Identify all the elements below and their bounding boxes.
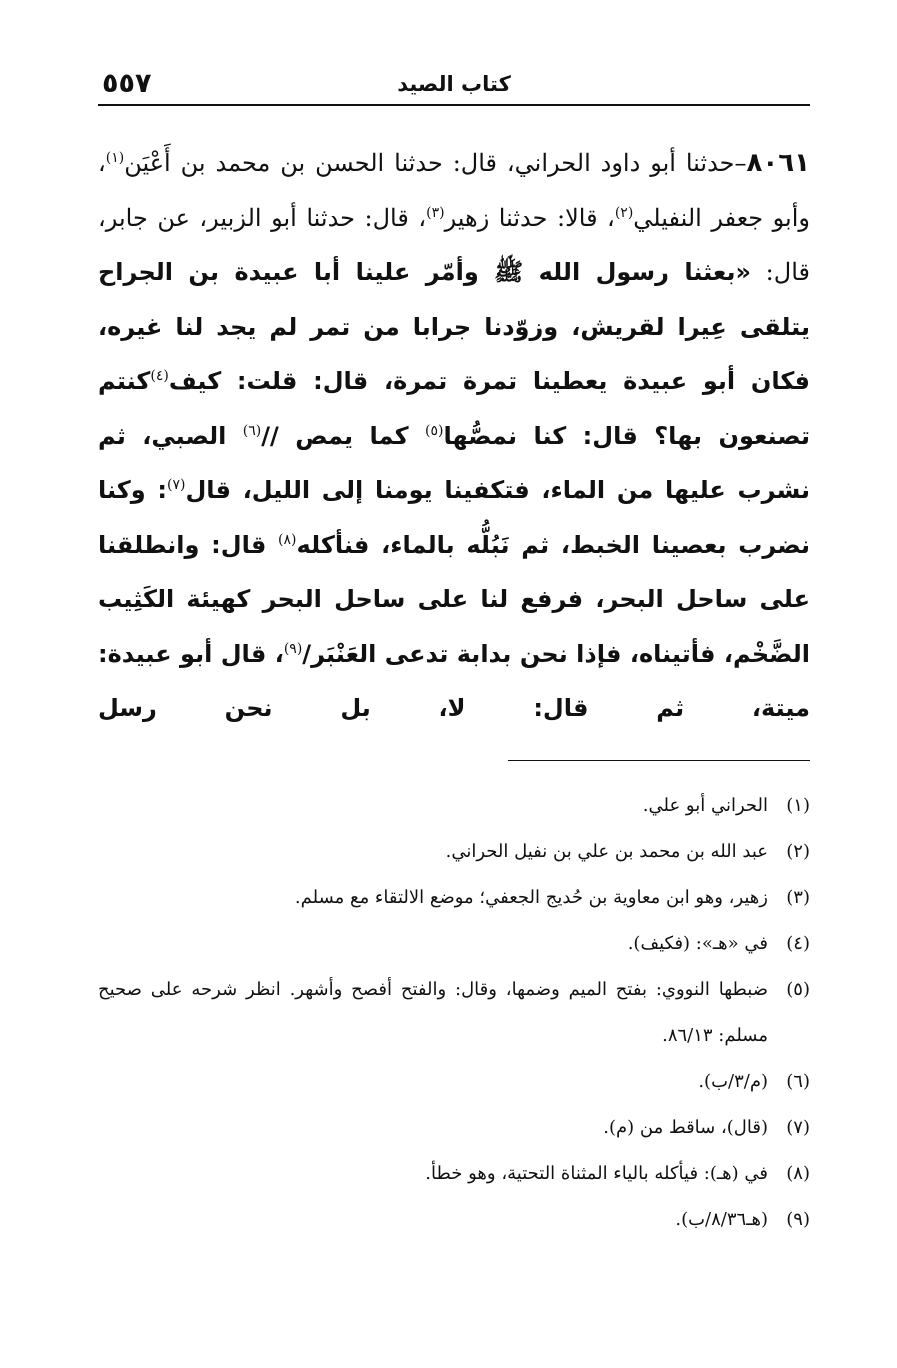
isnad-part-1: –حدثنا أبو داود الحراني، قال: حدثنا الحسن بن محمد بن أَعْيَن	[124, 149, 747, 177]
matn-part-4: الصبي، ثم نشرب عليها من الماء، فتكفينا يومنا إلى الليل، قال	[98, 421, 811, 504]
footnote-text: (هـ٨/٣٦/ب).	[675, 1208, 768, 1230]
footnote-text: زهير، وهو ابن معاوية بن حُديج الجعفي؛ موضع الالتقاء مع مسلم.	[294, 886, 768, 908]
footnote-ref-4[interactable]: (٤)	[150, 368, 169, 384]
matn-part-1: «بعثنا رسول الله ﷺ وأمّر علينا أبا عبيدة بن الجراح يتلقى عِيرا لقريش، وزوّدنا جرابا من تمر لم يجد لنا غيره، فكان أبو عبيدة يعطينا تمرة تمرة، قال: قلت: كيف	[98, 258, 810, 395]
footnote-number: (٥)	[786, 978, 810, 1000]
footnote-ref-1[interactable]: (١)	[105, 150, 125, 166]
footnote-number: (٤)	[786, 932, 810, 954]
footnote-text: في «هـ»: (فكيف).	[627, 932, 768, 954]
footnote-number: (٣)	[786, 886, 810, 908]
footnote-text: في (هـ): فيأكله بالياء المثناة التحتية، وهو خطأ.	[425, 1162, 768, 1184]
footnote-text: (م/٣/ب).	[698, 1070, 768, 1092]
footnote-number: (٩)	[786, 1208, 810, 1230]
footnote-text: ضبطها النووي: بفتح الميم وضمها، وقال: والفتح أفصح وأشهر. انظر شرحه على صحيح مسلم: ٨٦/١٣.	[98, 978, 768, 1046]
footnote-8	[98, 1151, 810, 1197]
footnotes	[98, 783, 810, 1243]
chapter-title: كتاب الصيد	[397, 72, 511, 96]
matn-part-2: كنتم تصنعون بها؟ قال: كنا نمصُّها	[98, 367, 811, 450]
footnote-number: (٢)	[786, 840, 810, 862]
footnote-ref-3[interactable]: (٣)	[426, 204, 445, 221]
book-page	[98, 62, 810, 1322]
matn-part-5: : وكنا نضرب بعصينا الخبط، ثم نَبُلُّه بالماء، فنأكله	[98, 476, 810, 559]
isnad-part-3: ، قالا: حدثنا زهير	[444, 203, 615, 232]
footnote-ref-2[interactable]: (٢)	[614, 204, 634, 221]
footnote-ref-5[interactable]: (٥)	[424, 422, 444, 439]
matn-part-3: كما يمص //	[261, 421, 425, 450]
footnote-number: (٦)	[786, 1070, 810, 1092]
running-header	[98, 62, 810, 106]
matn-part-6: قال: وانطلقنا على ساحل البحر، فرفع لنا على ساحل البحر كهيئة الكَثِيب الضَّخْم، فأتيناه، فإذا نحن بدابة تدعى العَنْبَر/	[98, 530, 811, 668]
footnote-number: (٨)	[786, 1162, 810, 1184]
footnote-separator	[508, 760, 810, 761]
footnote-ref-7[interactable]: (٧)	[166, 477, 186, 493]
matn-part-7: ، قال أبو عبيدة: ميتة، ثم قال: لا، بل نحن رسل	[98, 639, 810, 722]
footnote-text: الحراني أبو علي.	[642, 794, 768, 816]
isnad-part-4: ، قال: حدثنا أبو الزبير، عن جابر، قال:	[98, 203, 810, 286]
footnote-7	[98, 1105, 810, 1151]
hadith-text	[98, 136, 810, 736]
hadith-number: ٨٠٦١	[746, 148, 810, 178]
footnote-2	[98, 829, 810, 875]
page-number: ٥٥٧	[102, 68, 152, 99]
footnote-text: عبد الله بن محمد بن علي بن نفيل الحراني.	[445, 840, 768, 862]
footnote-1	[98, 783, 810, 829]
footnote-separator-wrap	[98, 736, 810, 761]
isnad-part-2: ، وأبو جعفر النفيلي	[98, 149, 810, 232]
footnote-number: (٧)	[786, 1116, 810, 1138]
footnote-ref-8[interactable]: (٨)	[278, 531, 297, 548]
footnote-3	[98, 875, 810, 921]
footnote-6	[98, 1059, 810, 1105]
footnote-ref-9[interactable]: (٩)	[283, 640, 303, 657]
footnote-text: (قال)، ساقط من (م).	[603, 1116, 768, 1138]
footnote-5	[98, 967, 810, 1059]
footnote-9	[98, 1197, 810, 1243]
footnote-ref-6[interactable]: (٦)	[242, 422, 262, 439]
footnote-4	[98, 921, 810, 967]
footnote-number: (١)	[786, 794, 810, 816]
